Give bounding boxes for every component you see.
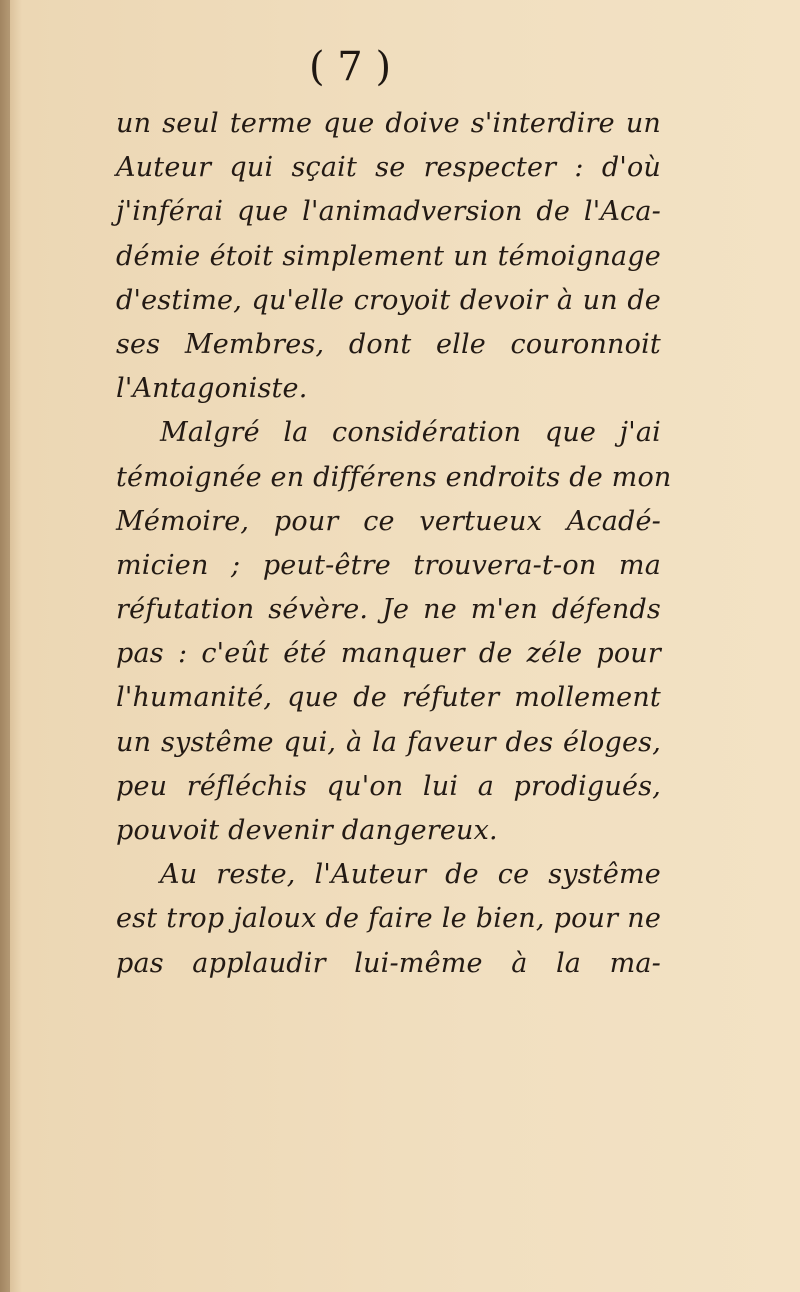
text-line: l'humanité, que de réfuter mollement <box>116 682 661 714</box>
text-line: est trop jaloux de faire le bien, pour ne <box>116 903 661 935</box>
text-line: Au reste, l'Auteur de ce systême <box>160 859 661 891</box>
text-line: d'estime, qu'elle croyoit devoir à un de <box>116 284 661 316</box>
text-line: un systême qui, à la faveur des éloges, <box>116 726 661 758</box>
page-number: ( 7 ) <box>308 44 392 90</box>
text-line: j'inférai que l'animadversion de l'Aca- <box>116 196 661 228</box>
text-line: ses Membres, dont elle couronnoit <box>116 328 661 360</box>
page-gutter-edge <box>0 0 10 1292</box>
text-line: peu réfléchis qu'on lui a prodigués, <box>116 770 661 802</box>
text-line: Malgré la considération que j'ai <box>160 417 661 449</box>
text-line: témoignée en différens endroits de mon <box>116 461 672 493</box>
text-line: pas : c'eût été manquer de zéle pour <box>116 638 661 670</box>
text-line: pas applaudir lui-même à la ma- <box>116 947 661 979</box>
text-line: Mémoire, pour ce vertueux Acadé- <box>116 505 661 537</box>
body-text <box>116 102 672 986</box>
text-line: micien ; peut-être trouvera-t-on ma <box>116 549 661 581</box>
text-line: pouvoit devenir dangereux. <box>116 815 498 846</box>
text-line: un seul terme que doive s'interdire un <box>116 108 661 139</box>
text-line: démie étoit simplement un témoignage <box>116 240 661 272</box>
text-line: Auteur qui sçait se respecter : d'où <box>116 152 661 184</box>
text-line: réfutation sévère. Je ne m'en défends <box>116 594 661 626</box>
text-line: l'Antagoniste. <box>116 373 308 405</box>
